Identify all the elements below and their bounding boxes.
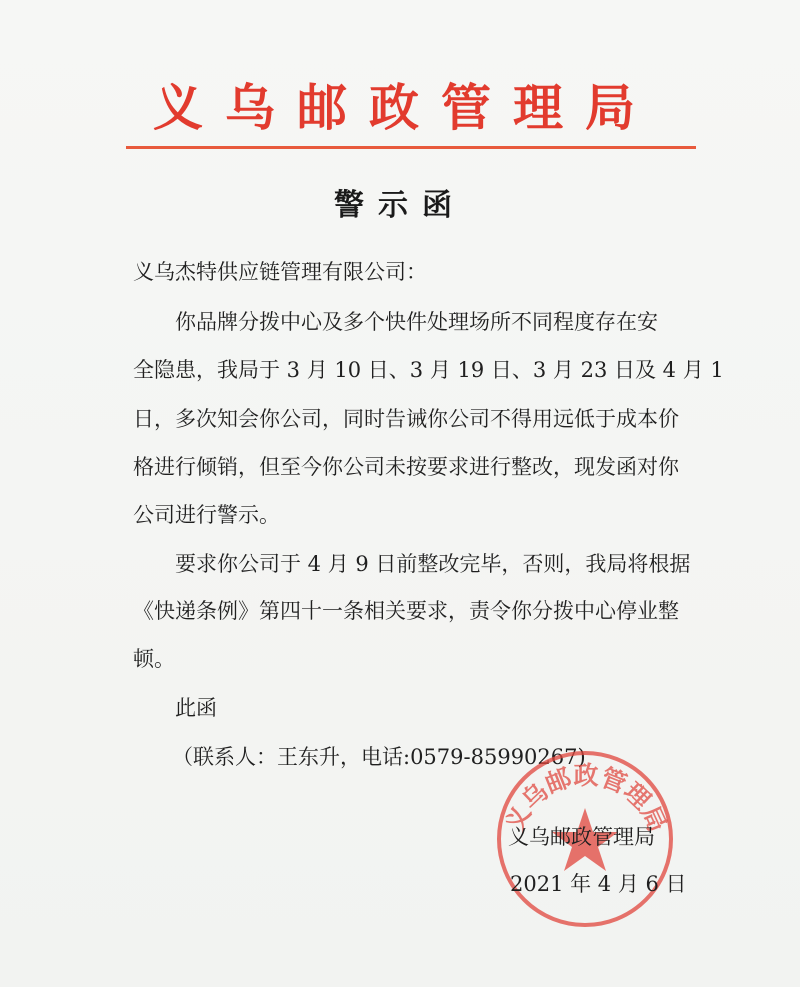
document-title: 警示函	[334, 188, 466, 223]
paragraph2-line2: 《快递条例》第四十一条相关要求，责令你分拨中心停业整	[133, 599, 679, 623]
paragraph1-line4: 格进行倾销，但至今你公司未按要求进行整改，现发函对你	[133, 455, 679, 479]
signature-date: 2021 年 4 月 6 日	[510, 872, 687, 896]
paragraph2-line3: 顿。	[133, 647, 175, 671]
paragraph1-line2: 全隐患，我局于 3 月 10 日、3 月 19 日、3 月 23 日及 4 月 1	[133, 358, 724, 382]
paragraph1-line1: 你品牌分拨中心及多个快件处理场所不同程度存在安	[175, 310, 658, 334]
seal-lettering: 义乌邮政管理局	[499, 761, 673, 837]
addressee: 义乌杰特供应链管理有限公司：	[133, 260, 427, 284]
header-divider	[126, 146, 696, 149]
paragraph1-line5: 公司进行警示。	[133, 503, 280, 527]
closing: 此函	[175, 696, 217, 720]
organization-header: 义乌邮政管理局	[153, 78, 657, 137]
paragraph2-line1: 要求你公司于 4 月 9 日前整改完毕，否则，我局将根据	[175, 552, 691, 576]
signature-organization: 义乌邮政管理局	[508, 825, 655, 849]
paragraph1-line3: 日，多次知会你公司，同时告诫你公司不得用远低于成本价	[133, 407, 679, 431]
contact-info: （联系人：王东升，电话:0579-85990267)	[172, 745, 586, 769]
